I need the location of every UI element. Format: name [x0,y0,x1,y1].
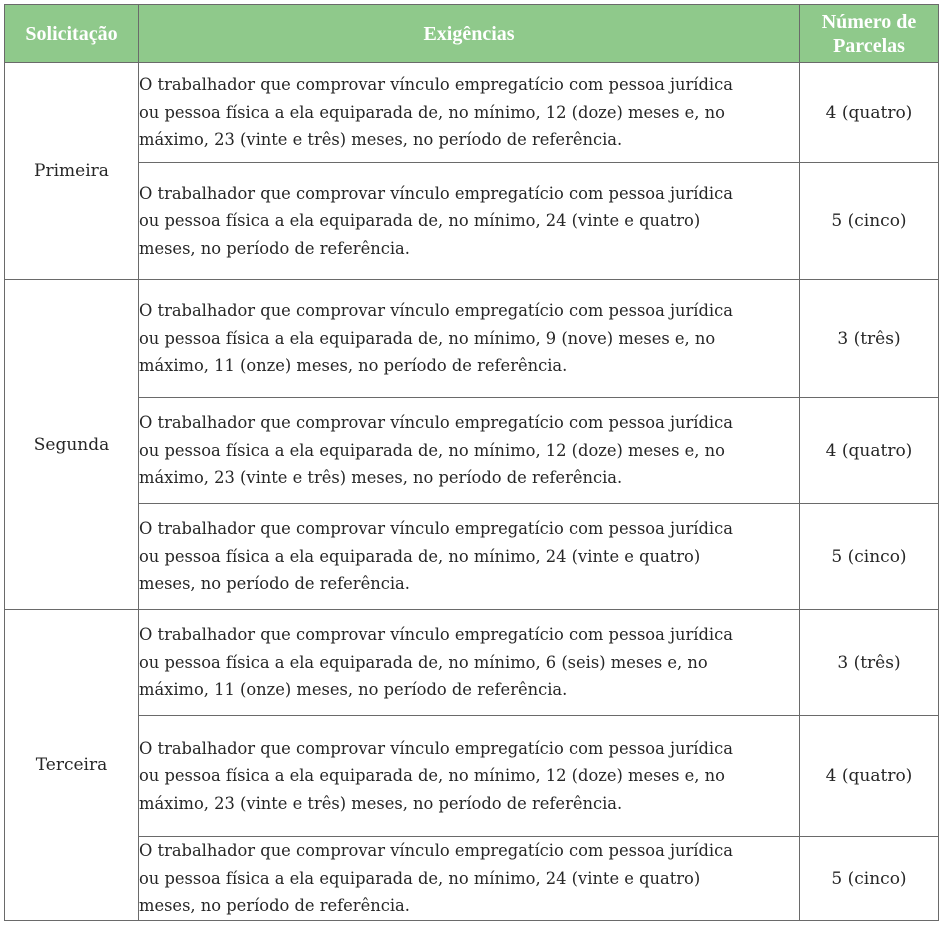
table-row [5,63,939,163]
exigencia-text: O trabalhador que comprovar vínculo empregatício com pessoa jurídica ou pessoa física a ela equiparada de, no mínimo, 12 (doze) meses e, no máximo, 23 (vinte e três) meses, no período de referência. [139,75,733,150]
exigencia-text: O trabalhador que comprovar vínculo empregatício com pessoa jurídica ou pessoa física a ela equiparada de, no mínimo, 24 (vinte e quatro) meses, no período de referência. [139,183,733,258]
exigencia-text: O trabalhador que comprovar vínculo empregatício com pessoa jurídica ou pessoa física a ela equiparada de, no mínimo, 6 (seis) meses e, no máximo, 11 (onze) meses, no período de referência. [139,625,733,700]
exigencia-cell [139,504,800,610]
solicitacao-cell: Segunda [5,280,139,610]
exigencia-cell [139,398,800,504]
exigencia-text: O trabalhador que comprovar vínculo empregatício com pessoa jurídica ou pessoa física a ela equiparada de, no mínimo, 24 (vinte e quatro) meses, no período de referência. [139,519,733,594]
exigencia-cell [139,63,800,163]
table-row [5,716,939,837]
table-header [5,5,939,63]
parcelas-cell: 5 (cinco) [800,163,939,280]
parcelas-cell: 3 (três) [800,610,939,716]
parcelas-cell: 5 (cinco) [800,837,939,921]
table-row [5,398,939,504]
header-numero-parcelas [800,5,939,63]
table-body [5,63,939,921]
parcelas-cell: 4 (quatro) [800,63,939,163]
parcelas-cell: 4 (quatro) [800,398,939,504]
table-row [5,504,939,610]
exigencia-text: O trabalhador que comprovar vínculo empregatício com pessoa jurídica ou pessoa física a ela equiparada de, no mínimo, 12 (doze) meses e, no máximo, 23 (vinte e três) meses, no período de referência. [139,738,733,813]
exigencia-text: O trabalhador que comprovar vínculo empregatício com pessoa jurídica ou pessoa física a ela equiparada de, no mínimo, 24 (vinte e quatro) meses, no período de referência. [139,841,733,916]
exigencia-cell [139,610,800,716]
exigencia-text: O trabalhador que comprovar vínculo empregatício com pessoa jurídica ou pessoa física a ela equiparada de, no mínimo, 9 (nove) meses e, no máximo, 11 (onze) meses, no período de referência. [139,301,733,376]
parcelas-cell: 4 (quatro) [800,716,939,837]
table-row [5,837,939,921]
table-row [5,280,939,398]
exigencia-cell [139,837,800,921]
table-row [5,163,939,280]
parcelas-cell: 5 (cinco) [800,504,939,610]
exigencia-cell [139,716,800,837]
header-exigencias: Exigências [139,5,800,63]
parcelas-cell: 3 (três) [800,280,939,398]
table-row [5,610,939,716]
header-solicitacao: Solicitação [5,5,139,63]
solicitacao-cell: Terceira [5,610,139,921]
exigencia-cell [139,280,800,398]
solicitacao-cell: Primeira [5,63,139,280]
exigencia-cell [139,163,800,280]
header-numero-parcelas-text: Número de Parcelas [821,10,917,57]
header-row [5,5,939,63]
exigencia-text: O trabalhador que comprovar vínculo empregatício com pessoa jurídica ou pessoa física a ela equiparada de, no mínimo, 12 (doze) meses e, no máximo, 23 (vinte e três) meses, no período de referência. [139,413,733,488]
seguro-desemprego-table [4,4,939,921]
